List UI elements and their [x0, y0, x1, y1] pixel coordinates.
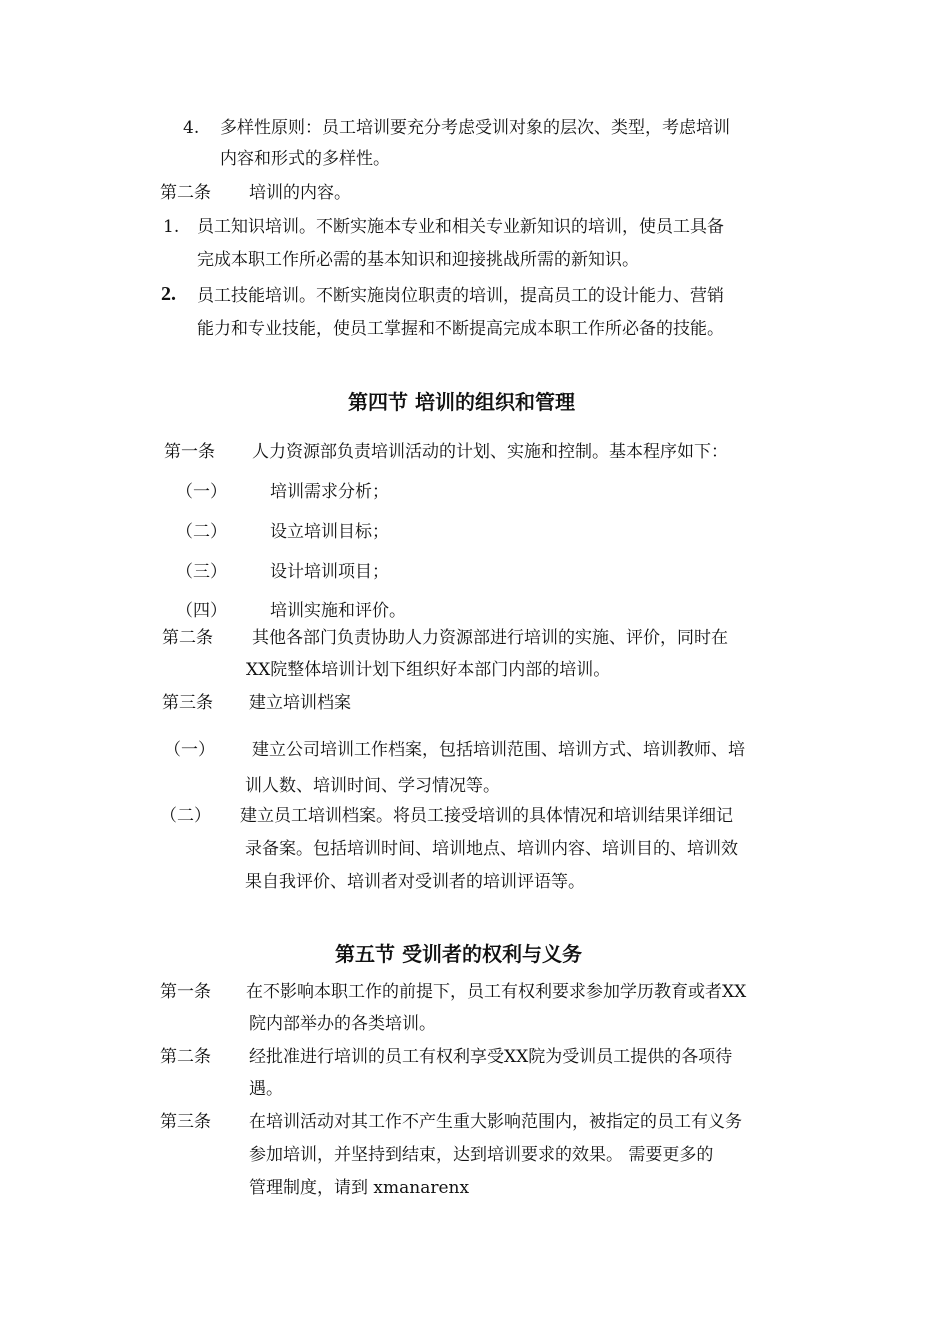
paragraph-line: 在不影响本职工作的前提下，员工有权利要求参加学历教育或者XX: [246, 982, 747, 1002]
article-label: 第一条: [160, 982, 211, 1002]
paragraph-line: XX院整体培训计划下组织好本部门内部的培训。: [246, 660, 611, 680]
article-label: 第二条: [160, 1047, 211, 1067]
paragraph-line: 完成本职工作所必需的基本知识和迎接挑战所需的新知识。: [197, 250, 639, 270]
list-number: （四）: [176, 601, 227, 621]
article-label: 第三条: [162, 693, 213, 713]
paragraph-line: 培训的内容。: [249, 183, 351, 203]
list-number: 2.: [161, 283, 176, 305]
list-number: （三）: [176, 562, 227, 582]
list-number: （二）: [176, 522, 227, 542]
paragraph-line: 经批准进行培训的员工有权利享受XX院为受训员工提供的各项待: [249, 1047, 733, 1067]
paragraph-line: 人力资源部负责培训活动的计划、实施和控制。基本程序如下：: [252, 442, 728, 462]
list-number: （二）: [160, 806, 211, 826]
paragraph-line: 员工知识培训。不断实施本专业和相关专业新知识的培训，使员工具备: [197, 217, 724, 237]
paragraph-line: 院内部举办的各类培训。: [249, 1014, 436, 1034]
list-number: （一）: [164, 740, 215, 760]
article-label: 第三条: [160, 1112, 211, 1132]
paragraph-line: 建立公司培训工作档案，包括培训范围、培训方式、培训教师、培: [252, 740, 745, 760]
list-item: 设立培训目标；: [270, 522, 389, 542]
section-heading: 第四节 培训的组织和管理: [348, 390, 575, 414]
section-heading: 第五节 受训者的权利与义务: [335, 942, 582, 966]
article-label: 第一条: [164, 442, 215, 462]
article-label: 第二条: [162, 628, 213, 648]
paragraph-line: 管理制度，请到 xmanarenx: [249, 1178, 470, 1198]
paragraph-line: 建立员工培训档案。将员工接受培训的具体情况和培训结果详细记: [240, 806, 733, 826]
list-number: 1.: [163, 217, 180, 237]
paragraph-line: 在培训活动对其工作不产生重大影响范围内，被指定的员工有义务: [249, 1112, 742, 1132]
list-item: 培训实施和评价。: [270, 601, 406, 621]
paragraph-line: 训人数、培训时间、学习情况等。: [245, 776, 500, 796]
list-item: 培训需求分析；: [270, 482, 389, 502]
list-item: 设计培训项目；: [270, 562, 389, 582]
paragraph-line: 录备案。包括培训时间、培训地点、培训内容、培训目的、培训效: [245, 839, 738, 859]
paragraph-line: 遇。: [249, 1079, 283, 1099]
paragraph-line: 参加培训，并坚持到结束，达到培训要求的效果。 需要更多的: [249, 1145, 714, 1165]
list-number: （一）: [176, 482, 227, 502]
paragraph-line: 多样性原则：员工培训要充分考虑受训对象的层次、类型，考虑培训: [220, 118, 730, 138]
paragraph-line: 其他各部门负责协助人力资源部进行培训的实施、评价，同时在: [252, 628, 728, 648]
article-label: 第二条: [160, 183, 211, 203]
paragraph-line: 能力和专业技能，使员工掌握和不断提高完成本职工作所必备的技能。: [197, 319, 724, 339]
paragraph-line: 果自我评价、培训者对受训者的培训评语等。: [245, 872, 585, 892]
paragraph-line: 内容和形式的多样性。: [220, 149, 390, 169]
list-number: 4.: [183, 118, 200, 138]
paragraph-line: 员工技能培训。不断实施岗位职责的培训，提高员工的设计能力、营销: [197, 286, 724, 306]
paragraph-line: 建立培训档案: [249, 693, 351, 713]
